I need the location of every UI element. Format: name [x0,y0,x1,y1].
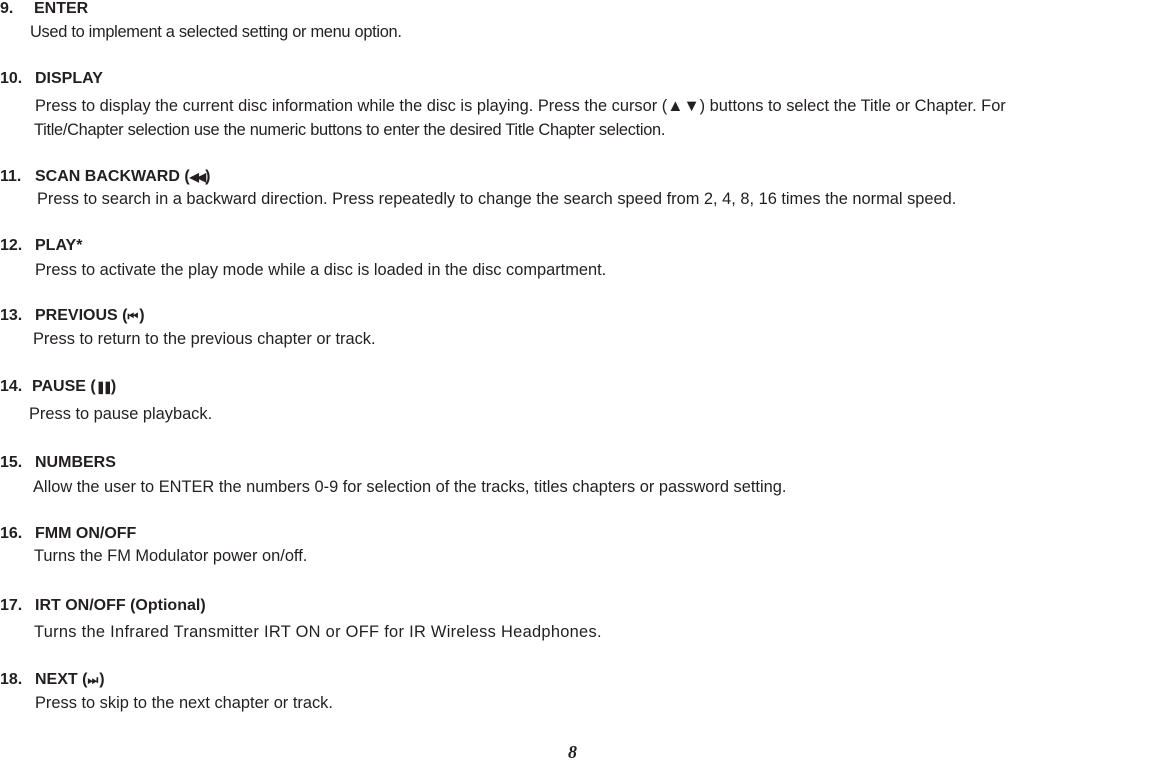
scan-backward-icon: ◀◀ [189,170,205,184]
item-heading [0,69,103,89]
item-description: Used to implement a selected setting or menu option. [30,23,402,41]
item-heading [0,670,105,690]
item-heading [0,377,116,397]
item-number: 15. [0,454,23,471]
item-title: NEXT ( [35,671,88,688]
item-title-end: ) [205,168,211,185]
item-heading [0,524,136,544]
item-heading [0,453,116,473]
item-title: ENTER [34,0,89,17]
item-number: 9. [0,0,14,17]
item-description: Turns the Infrared Transmitter IRT ON or OFF for IR Wireless Headphones. [34,623,602,641]
item-title: PREVIOUS ( [35,307,128,324]
item-number: 11. [0,168,22,185]
item-description: Press to activate the play mode while a disc is loaded in the disc compartment. [35,261,607,279]
item-number: 13. [0,307,23,324]
item-title: IRT ON/OFF (Optional) [35,597,206,614]
previous-icon: ⏮ [127,309,139,323]
item-number: 17. [0,597,23,614]
item-description-continued: Title/Chapter selection use the numeric buttons to enter the desired Title Chapter selection. [34,121,666,139]
item-heading [0,0,88,19]
item-number: 16. [0,525,23,542]
item-title: SCAN BACKWARD ( [35,168,190,185]
item-title: FMM ON/OFF [35,525,137,542]
item-description: Press to return to the previous chapter or track. [33,330,376,348]
item-heading [0,306,145,326]
item-title-end: ) [99,671,105,688]
item-description: Press to skip to the next chapter or track. [35,694,333,712]
item-description: Press to pause playback. [29,405,213,423]
item-title: DISPLAY [35,70,103,87]
item-title: NUMBERS [35,454,116,471]
item-number: 10. [0,70,23,87]
item-description: Allow the user to ENTER the numbers 0-9 for selection of the tracks, titles chapters or password setting. [33,478,787,496]
item-description: Turns the FM Modulator power on/off. [34,547,308,565]
item-title-end: ) [139,307,145,324]
page-number: 8 [568,742,577,762]
item-title: PLAY* [35,237,83,254]
item-title: PAUSE ( [32,378,96,395]
next-icon: ⏭ [87,673,99,687]
item-heading [0,167,210,187]
item-heading [0,596,206,616]
item-number: 14. [0,378,23,395]
item-description: Press to search in a backward direction. Press repeatedly to change the search speed from 2, 4, 8, 16 times the normal speed. [37,190,957,208]
item-heading [0,236,82,256]
item-number: 18. [0,671,23,688]
item-description: Press to display the current disc information while the disc is playing. Press the cursor (▲▼) buttons to select the Title or Chapter. For [35,97,1006,115]
item-title-end: ) [110,378,117,395]
item-number: 12. [0,237,23,254]
pause-icon: ❚❚ [95,380,110,394]
